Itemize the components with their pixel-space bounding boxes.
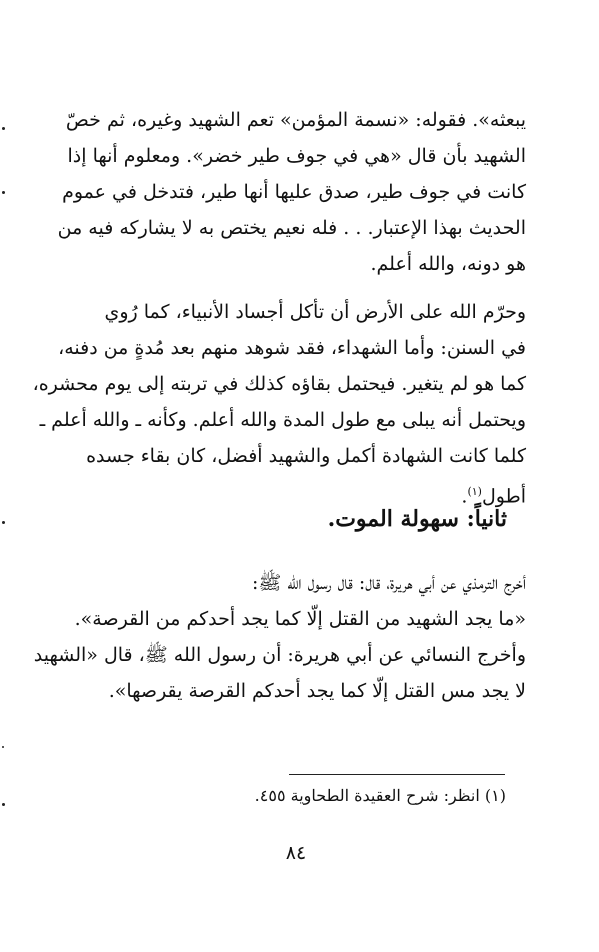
last-line-end: .	[461, 485, 468, 508]
paragraph-line: «ما يجد الشهيد من القتل إلّا كما يجد أحدكم من القرصة».	[74, 608, 526, 630]
margin-dot	[2, 746, 4, 748]
paragraph-1	[57, 102, 526, 282]
margin-dot	[2, 127, 5, 130]
paragraph-2	[32, 294, 526, 514]
paragraph-3	[33, 565, 526, 709]
section-heading: ثانياً: سهولة الموت.	[327, 506, 507, 532]
paragraph-line: يبعثه». فقوله: «نسمة المؤمن» تعم الشهيد وغيره، ثم خصّ	[65, 109, 526, 131]
footnote-reference[interactable]: (١)	[467, 485, 482, 498]
margin-dot	[2, 191, 5, 194]
footnote: (١) انظر: شرح العقيدة الطحاوية ٤٥٥.	[254, 786, 506, 805]
paragraph-line: كلما كانت الشهادة أكمل والشهيد أفضل، كان بقاء جسده	[86, 445, 526, 467]
paragraph-line: كانت في جوف طير، صدق عليها أنها طير، فتدخل في عموم	[62, 181, 526, 203]
paragraph-line: وأخرج النسائي عن أبي هريرة: أن رسول الله ﷺ، قال «الشهيد	[33, 644, 526, 666]
footnote-divider	[289, 774, 505, 775]
paragraph-line: الشهيد بأن قال «هي في جوف طير خضر». ومعلوم أنها إذا	[67, 145, 526, 167]
paragraph-line: الحديث بهذا الإعتبار. . . فله نعيم يختص به لا يشاركه فيه من	[57, 217, 526, 239]
margin-dot	[2, 803, 5, 806]
paragraph-line: أخرج الترمذي عن أبي هريرة، قال: قال رسول الله ﷺ:	[251, 572, 526, 594]
paragraph-line: لا يجد مس القتل إلّا كما يجد أحدكم القرصة يقرصها».	[108, 680, 526, 702]
margin-dot	[2, 521, 5, 524]
last-line-text: أطول	[481, 485, 526, 508]
paragraph-line: ويحتمل أنه يبلى مع طول المدة والله أعلم. وكأنه ـ والله أعلم ـ	[39, 409, 526, 431]
paragraph-line: كما هو لم يتغير. فيحتمل بقاؤه كذلك في تربته إلى يوم محشره،	[32, 373, 526, 395]
paragraph-line: في السنن: وأما الشهداء، فقد شوهد منهم بعد مُدةٍ من دفنه،	[58, 337, 526, 359]
paragraph-line: هو دونه، والله أعلم.	[370, 253, 526, 275]
paragraph-line: وحرّم الله على الأرض أن تأكل أجساد الأنبياء، كما رُوي	[104, 301, 526, 323]
page-number: ٨٤	[285, 842, 307, 864]
